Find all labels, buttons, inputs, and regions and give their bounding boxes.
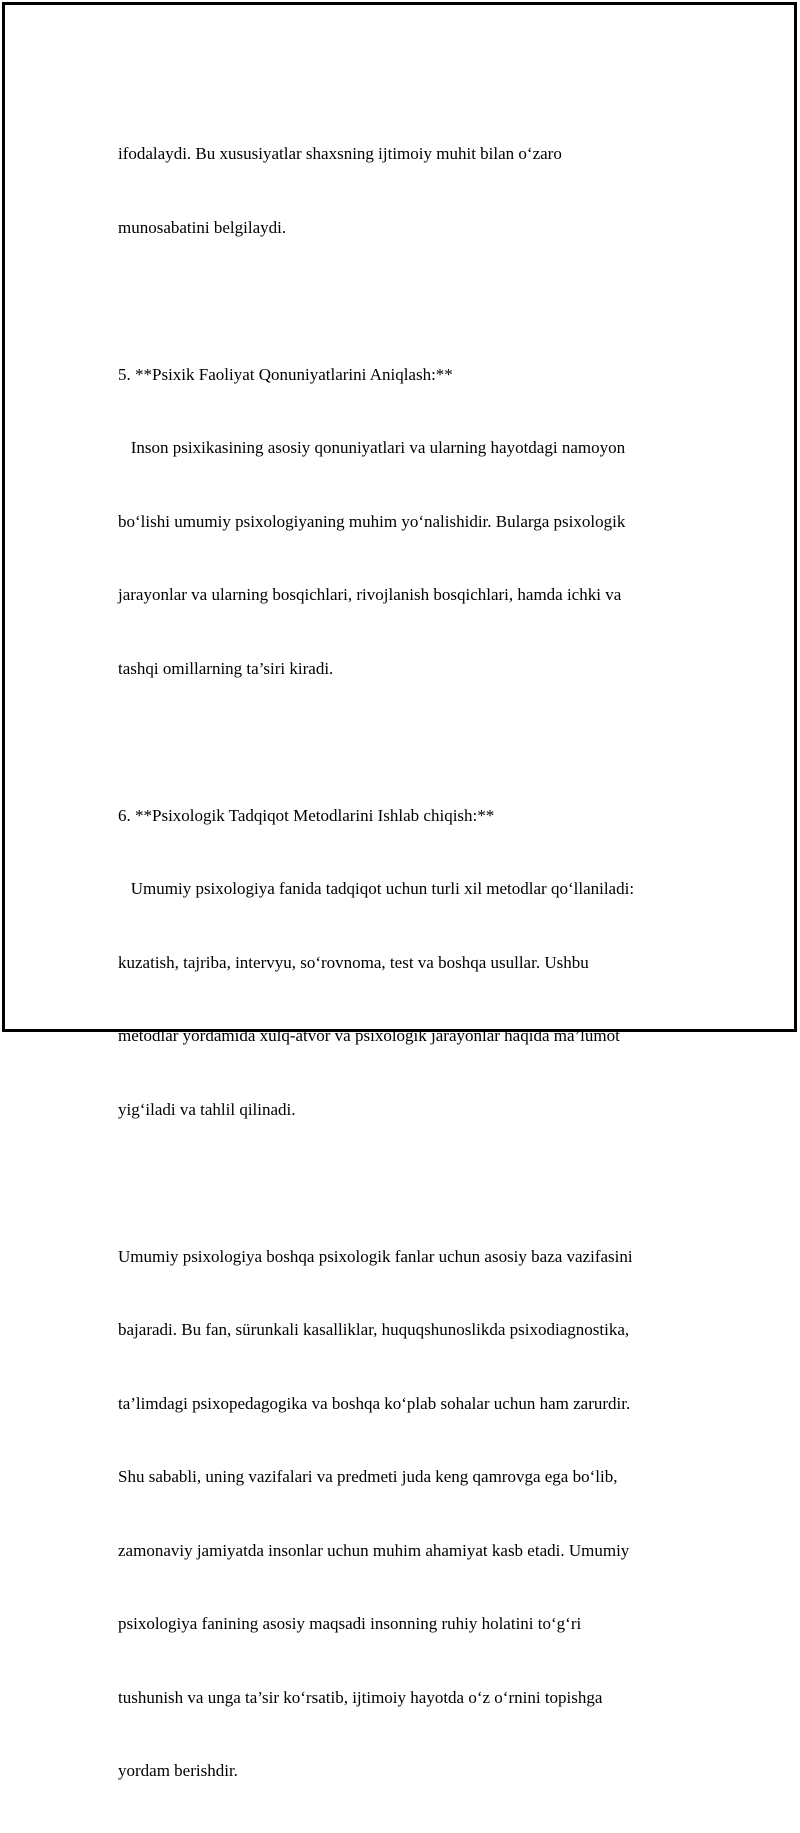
text-line: ifodalaydi. Bu xususiyatlar shaxsning ijtimoiy muhit bilan o‘zaro: [118, 144, 562, 163]
text-line: munosabatini belgilaydi.: [118, 217, 287, 237]
text-line: bo‘lishi umumiy psixologiyaning muhim yo‘nalishidir. Bularga psixologik: [118, 511, 626, 531]
paragraph-item-5: [118, 314, 678, 731]
text-line: tushunish va unga ta’sir ko‘rsatib, ijtimoiy hayotda o‘z o‘rnini topishga: [118, 1687, 603, 1707]
text-line: Umumiy psixologiya fanida tadqiqot uchun turli xil metodlar qo‘llaniladi:: [118, 879, 635, 898]
paragraph-continuation: [118, 93, 678, 289]
text-line: yig‘iladi va tahlil qilinadi.: [118, 1099, 296, 1119]
paragraph-conclusion: [118, 1196, 678, 1833]
text-line: zamonaviy jamiyatda insonlar uchun muhim ahamiyat kasb etadi. Umumiy: [118, 1540, 630, 1560]
text-line: metodlar yordamida xulq-atvor va psixologik jarayonlar haqida ma’lumot: [118, 1026, 620, 1045]
item-heading: 6. **Psixologik Tadqiqot Metodlarini Ishlab chiqish:**: [118, 805, 495, 825]
document-body: [118, 93, 678, 1833]
text-line: Shu sababli, uning vazifalari va predmeti juda keng qamrovga ega bo‘lib,: [118, 1467, 618, 1486]
text-line: kuzatish, tajriba, intervyu, so‘rovnoma, test va boshqa usullar. Ushbu: [118, 952, 589, 972]
text-line: Umumiy psixologiya boshqa psixologik fanlar uchun asosiy baza vazifasini: [118, 1246, 633, 1266]
item-heading: 5. **Psixik Faoliyat Qonuniyatlarini Aniqlash:**: [118, 364, 453, 384]
text-line: ta’limdagi psixopedagogika va boshqa ko‘plab sohalar uchun ham zarurdir.: [118, 1393, 631, 1413]
text-line: jarayonlar va ularning bosqichlari, rivojlanish bosqichlari, hamda ichki va: [118, 585, 622, 604]
text-line: psixologiya fanining asosiy maqsadi insonning ruhiy holatini to‘g‘ri: [118, 1614, 582, 1633]
text-line: yordam berishdir.: [118, 1761, 238, 1780]
text-line: bajaradi. Bu fan, sürunkali kasalliklar, huquqshunoslikda psixodiagnostika,: [118, 1320, 630, 1339]
text-line: tashqi omillarning ta’siri kiradi.: [118, 658, 334, 678]
paragraph-item-6: [118, 755, 678, 1172]
text-line: Inson psixikasining asosiy qonuniyatlari va ularning hayotdagi namoyon: [118, 438, 626, 457]
